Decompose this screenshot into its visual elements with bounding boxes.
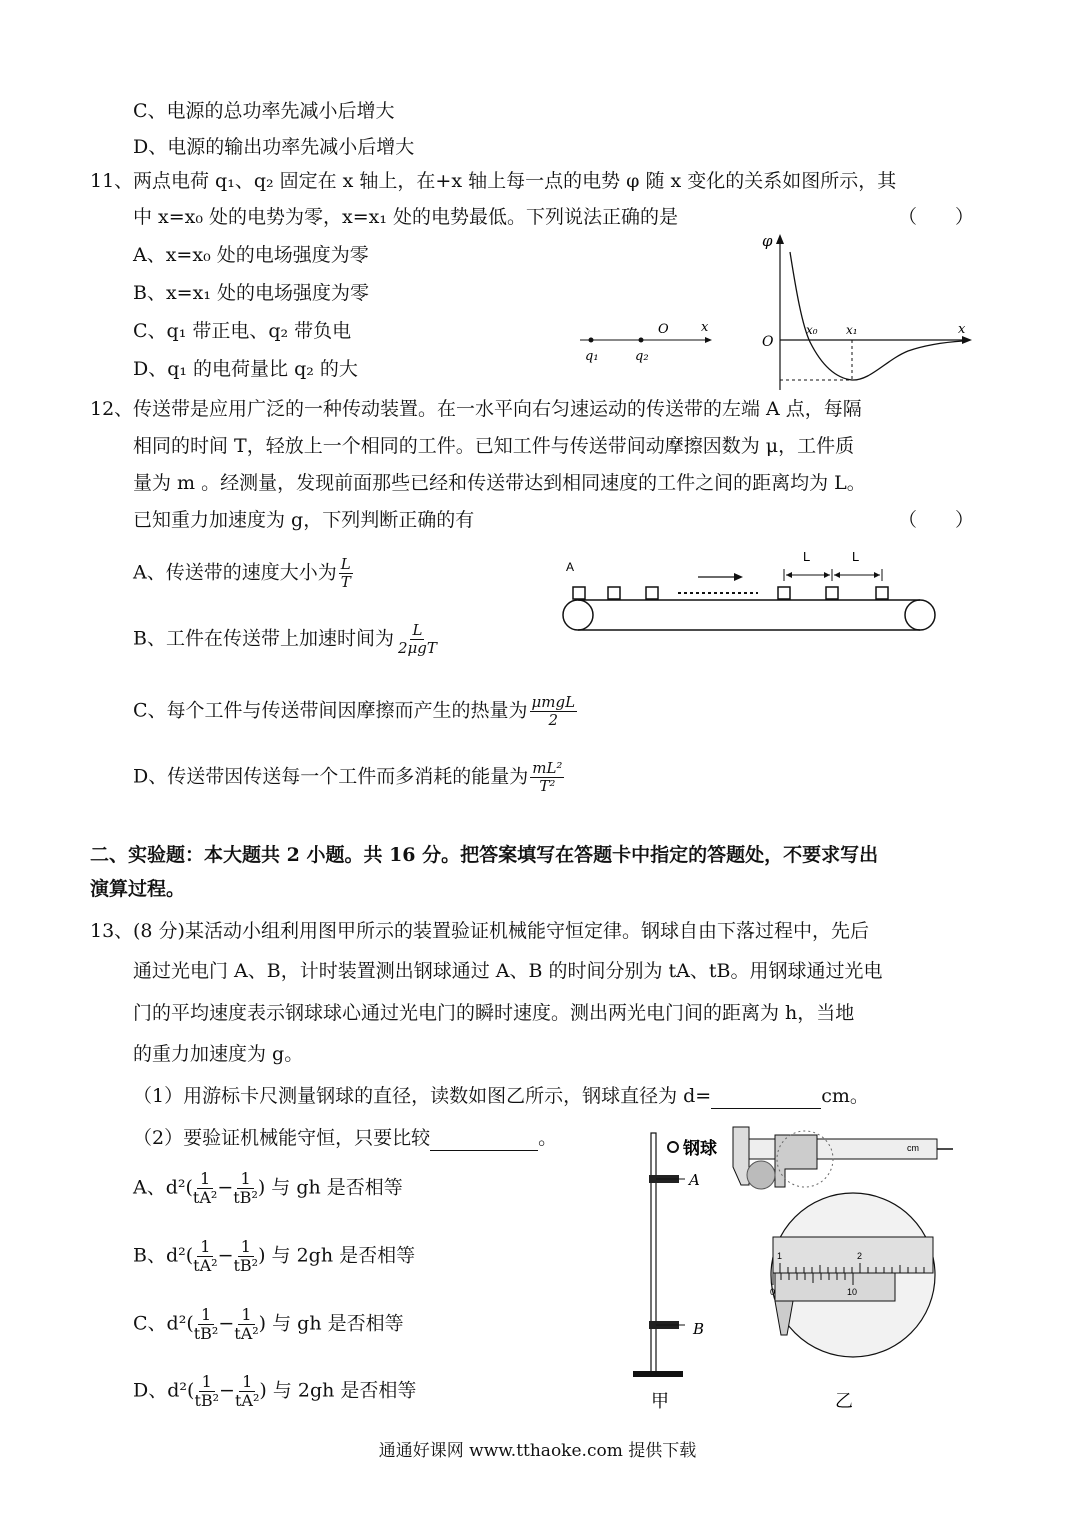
q12-stem-line3: 量为 m 。经测量，发现前面那些已经和传送带达到相同速度的工件之间的距离均为 L。 — [133, 472, 866, 494]
q13-c-minus: − — [218, 1312, 235, 1335]
q11-answer-paren: （ ） — [898, 206, 975, 228]
q12-stem-line4: 已知重力加速度为 g，下列判断正确的有 — [133, 509, 475, 531]
caliper-cm-mark: cm — [907, 1143, 919, 1153]
q2-label: q₂ — [635, 349, 649, 364]
q13-b-den2: tB² — [233, 1256, 259, 1275]
photogate-b-label: B — [693, 1320, 705, 1338]
q1-charge-dot — [589, 338, 594, 343]
point-a-label: A — [566, 560, 575, 574]
ball-in-caliper — [747, 1161, 775, 1189]
main-scale-1: 1 — [777, 1251, 783, 1261]
q12-option-b — [133, 622, 441, 657]
q13-sub2-end: 。 — [538, 1127, 558, 1149]
q12-d-denominator: T² — [539, 777, 556, 795]
q12-c-denominator: 2 — [548, 711, 559, 729]
q13-sub1-text: （1）用游标卡尺测量钢球的直径，读数如图乙所示，钢球直径为 d= — [133, 1085, 712, 1107]
workpiece — [573, 587, 585, 599]
q13-sub1-unit: cm。 — [821, 1085, 869, 1107]
q13-c-prefix: C、d²( — [133, 1312, 194, 1335]
q13-a-prefix: A、d²( — [133, 1176, 193, 1199]
q2-charge-dot — [639, 338, 644, 343]
origin-label: O — [658, 322, 669, 337]
q12-b-numerator: L — [412, 621, 423, 639]
q13-b-minus: − — [217, 1244, 234, 1267]
magnified-vernier-scale — [775, 1273, 895, 1301]
x-label: x — [701, 320, 709, 335]
q13-d-minus: − — [219, 1379, 235, 1402]
q12-option-b-text: B、工件在传送带上加速时间为 — [133, 627, 394, 650]
potential-curve — [790, 252, 963, 380]
workpiece — [778, 587, 790, 599]
q13-b-den1: tA² — [193, 1256, 218, 1275]
q13-b-suffix: ) 与 2gh 是否相等 — [258, 1244, 416, 1267]
figure-jia-label: 甲 — [651, 1391, 669, 1412]
q11-option-b: B、x=x₁ 处的电场强度为零 — [133, 282, 369, 304]
q13-option-a — [133, 1170, 403, 1207]
q11-option-a: A、x=x₀ 处的电场强度为零 — [133, 244, 369, 266]
q13-d-den2: tA² — [234, 1391, 260, 1410]
q13-b-prefix: B、d²( — [133, 1244, 194, 1267]
q11-stem-line2: 中 x=x₀ 处的电势为零，x=x₁ 处的电势最低。下列说法正确的是 — [133, 206, 679, 228]
q11-option-d: D、q₁ 的电荷量比 q₂ 的大 — [133, 358, 358, 380]
q13-c-den1: tB² — [193, 1324, 219, 1343]
steel-ball-label: 钢球 — [683, 1139, 717, 1159]
right-pulley — [905, 600, 935, 630]
left-pulley — [563, 600, 593, 630]
q12-stem-line2: 相同的时间 T，轻放上一个相同的工件。已知工件与传送带间动摩擦因数为 μ，工件质 — [133, 435, 855, 457]
q13-d-num1: 1 — [199, 1373, 215, 1392]
workpiece — [876, 587, 888, 599]
q13-a-den1: tA² — [192, 1188, 218, 1207]
magnified-main-scale — [773, 1237, 933, 1273]
q12-number: 12、 — [90, 398, 134, 420]
q13-b-num2: 1 — [238, 1238, 254, 1257]
q13-b-num1: 1 — [197, 1238, 213, 1257]
photogate-a-label: A — [689, 1171, 700, 1189]
q13-a-num2: 1 — [237, 1170, 253, 1189]
q13-sub1 — [133, 1083, 869, 1109]
q13-d-den1: tB² — [194, 1391, 220, 1410]
page-footer: 通通好课网 www.tthaoke.com 提供下载 — [378, 1441, 697, 1461]
q13-d-prefix: D、d²( — [133, 1379, 195, 1402]
q13-a-num1: 1 — [197, 1170, 213, 1189]
q13-stem-line2: 通过光电门 A、B，计时装置测出钢球通过 A、B 的时间分别为 tA、tB。用钢球通过光电 — [133, 960, 883, 982]
spacing-l-label: L — [803, 549, 811, 564]
q13-apparatus-figure — [625, 1125, 970, 1415]
q12-option-c — [133, 694, 579, 729]
q13-sub1-blank[interactable] — [711, 1086, 821, 1109]
q12-option-a-text: A、传送带的速度大小为 — [133, 561, 337, 584]
section2-heading-line1: 二、实验题：本大题共 2 小题。共 16 分。把答案填写在答题卡中指定的答题处，不要求写出 — [90, 844, 879, 866]
workpiece — [608, 587, 620, 599]
q13-c-den2: tA² — [234, 1324, 259, 1343]
q12-a-numerator: L — [340, 555, 351, 573]
magnified-jaw — [775, 1301, 793, 1335]
q11-potential-graph — [758, 230, 978, 392]
conveyor-belt-figure — [558, 545, 943, 637]
q13-c-num2: 1 — [238, 1306, 254, 1325]
q13-a-suffix: ) 与 gh 是否相等 — [257, 1176, 403, 1199]
q11-stem-line1: 两点电荷 q₁、q₂ 固定在 x 轴上，在+x 轴上每一点的电势 φ 随 x 变化的关系如图所示，其 — [133, 170, 897, 192]
q10-option-c: C、电源的总功率先减小后增大 — [133, 100, 395, 122]
q12-b-denominator: 2μgT — [397, 639, 437, 657]
q13-c-num1: 1 — [198, 1306, 214, 1325]
x-axis-label: x — [958, 322, 966, 337]
spacing-l-label: L — [852, 549, 860, 564]
phi-label: φ — [762, 232, 773, 250]
origin-o-label: O — [762, 334, 774, 350]
q10-option-d: D、电源的输出功率先减小后增大 — [133, 136, 415, 158]
stand-base — [633, 1371, 683, 1377]
q12-a-denominator: T — [340, 573, 351, 591]
q11-number: 11、 — [90, 170, 134, 192]
q1-label: q₁ — [585, 349, 599, 364]
q12-c-numerator: μmgL — [531, 693, 576, 711]
q13-sub2-blank[interactable] — [430, 1128, 538, 1151]
workpiece — [646, 587, 658, 599]
q12-option-d-text: D、传送带因传送每一个工件而多消耗的能量为 — [133, 765, 529, 788]
main-scale-2: 2 — [857, 1251, 863, 1261]
q12-d-numerator: mL² — [532, 759, 563, 777]
q13-sub2-text: （2）要验证机械能守恒，只要比较 — [133, 1127, 431, 1149]
q13-stem-line4: 的重力加速度为 g。 — [133, 1043, 304, 1065]
q13-stem-line3: 门的平均速度表示钢球球心通过光电门的瞬时速度。测出两光电门间的距离为 h，当地 — [133, 1002, 855, 1024]
workpiece — [826, 587, 838, 599]
q12-option-c-text: C、每个工件与传送带间因摩擦而产生的热量为 — [133, 699, 528, 722]
q12-option-a — [133, 556, 355, 591]
q13-sub2 — [133, 1125, 557, 1151]
q12-answer-paren: （ ） — [898, 509, 975, 531]
q13-a-den2: tB² — [233, 1188, 258, 1207]
vernier-0: 0 — [770, 1287, 776, 1297]
x1-label: x₁ — [846, 323, 858, 337]
q13-c-suffix: ) 与 gh 是否相等 — [258, 1312, 404, 1335]
q12-option-d — [133, 760, 566, 795]
q13-option-b — [133, 1238, 415, 1275]
q11-option-c: C、q₁ 带正电、q₂ 带负电 — [133, 320, 352, 342]
q13-stem-line1: (8 分)某活动小组利用图甲所示的装置验证机械能守恒定律。钢球自由下落过程中，先后 — [133, 920, 869, 942]
caliper-sliding-jaw — [775, 1135, 817, 1187]
q11-charges-figure — [575, 318, 715, 368]
section2-heading-line2: 演算过程。 — [90, 878, 186, 900]
stand-pole — [651, 1133, 656, 1373]
q13-option-d — [133, 1373, 416, 1410]
q13-d-num2: 1 — [239, 1373, 255, 1392]
q13-a-minus: − — [217, 1176, 234, 1199]
vernier-10: 10 — [847, 1287, 858, 1297]
x0-label: x₀ — [806, 323, 818, 337]
steel-ball-icon — [668, 1142, 678, 1152]
figure-yi-label: 乙 — [835, 1391, 853, 1412]
q12-stem-line1: 传送带是应用广泛的一种传动装置。在一水平向右匀速运动的传送带的左端 A 点，每隔 — [133, 398, 862, 420]
q13-d-suffix: ) 与 2gh 是否相等 — [259, 1379, 417, 1402]
q13-number: 13、 — [90, 920, 134, 942]
q13-option-c — [133, 1306, 404, 1343]
